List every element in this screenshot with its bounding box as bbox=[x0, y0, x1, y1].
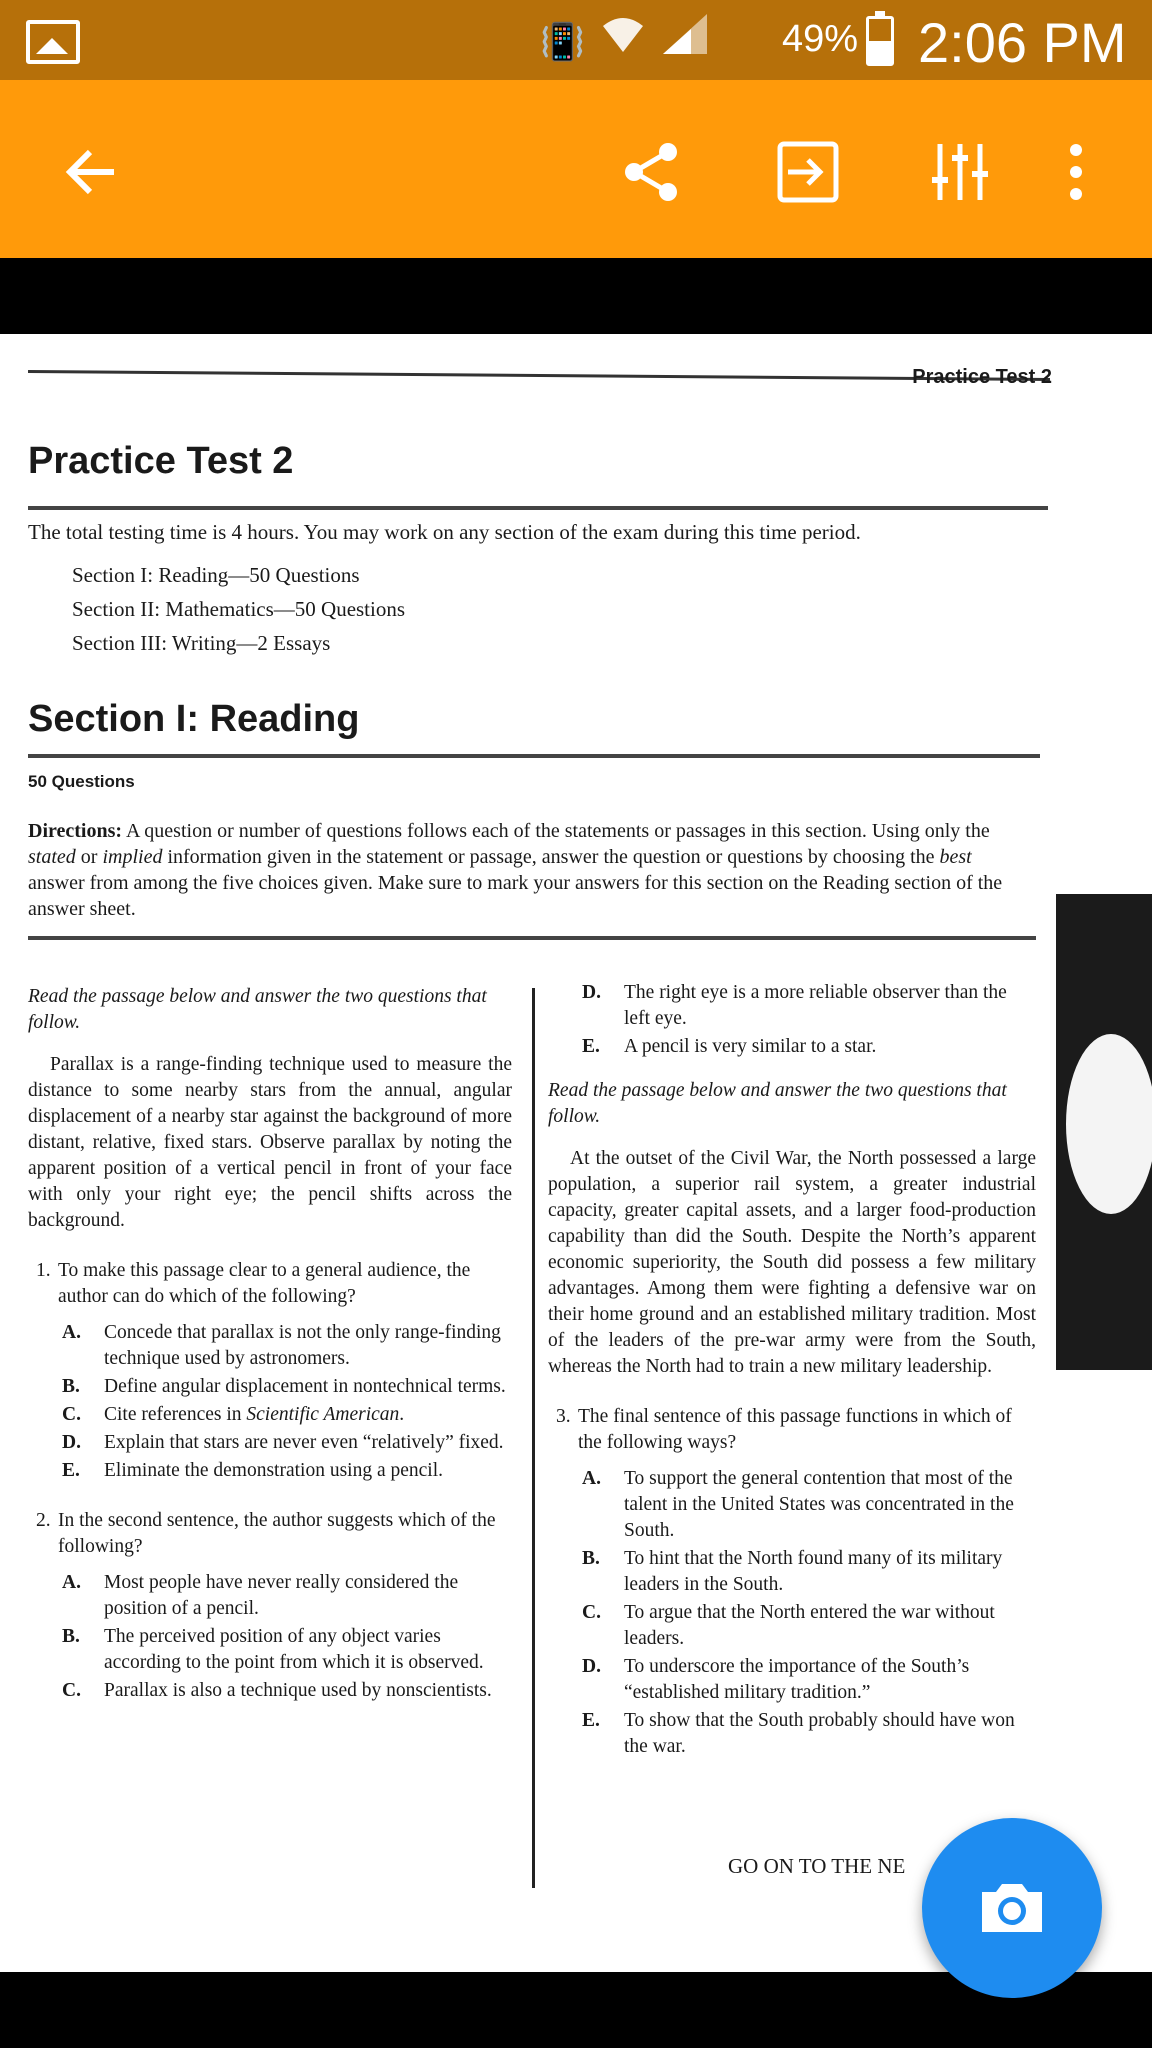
tune-icon[interactable] bbox=[912, 124, 1008, 220]
option-letter: B. bbox=[582, 1548, 600, 1569]
option-text: Parallax is also a technique used by nonscientists. bbox=[104, 1680, 492, 1701]
option-text: Most people have never really considered the position of a pencil. bbox=[104, 1572, 459, 1619]
running-head: Practice Test 2 bbox=[912, 366, 1052, 388]
answer-option bbox=[582, 980, 1036, 1032]
wifi-icon bbox=[601, 14, 645, 70]
right-column bbox=[548, 980, 1036, 1762]
clock: 2:06 PM bbox=[918, 11, 1127, 74]
option-text: To underscore the importance of the South’s “established military tradition.” bbox=[624, 1656, 970, 1703]
answer-option bbox=[62, 1570, 512, 1622]
answer-option bbox=[62, 1374, 512, 1400]
option-text: Concede that parallax is not the only range-finding technique used by astronomers. bbox=[104, 1322, 501, 1369]
answer-option bbox=[582, 1600, 1036, 1652]
section-item: Section I: Reading—50 Questions bbox=[72, 563, 360, 587]
battery-percent: 49% bbox=[782, 18, 859, 60]
option-text: Explain that stars are never even “relatively” fixed. bbox=[104, 1432, 504, 1453]
answer-options bbox=[28, 1570, 512, 1704]
option-text-italic: Scientific American bbox=[246, 1404, 400, 1425]
directions-emphasis: stated bbox=[28, 846, 76, 868]
question-number: 3. bbox=[556, 1406, 571, 1427]
option-letter: B. bbox=[62, 1376, 80, 1397]
passage-text: At the outset of the Civil War, the North possessed a large population, a superior rail system, a greater industrial capacity, greater capital assets, and a larger food-production capability than did the South. Despite the North’s apparent economic superiority, the South did possess a few military advantages. Among them were fighting a defensive war on their home ground and an established military tradition. Most of the leaders of the pre-war army were from the South, whereas the North had to train a new military leadership. bbox=[548, 1148, 1036, 1377]
document-page[interactable] bbox=[0, 334, 1152, 1972]
passage-prompt: Read the passage below and answer the two questions that follow. bbox=[28, 986, 487, 1033]
question-2 bbox=[28, 1508, 512, 1560]
answer-option bbox=[582, 1546, 1036, 1598]
question-count: 50 Questions bbox=[28, 772, 135, 791]
section-title: Section I: Reading bbox=[28, 698, 360, 740]
option-letter: D. bbox=[582, 982, 601, 1003]
option-letter: E. bbox=[582, 1036, 600, 1057]
option-letter: C. bbox=[62, 1404, 81, 1425]
document-top-margin bbox=[0, 258, 1152, 334]
passage-text: Parallax is a range-finding technique used to measure the distance to some nearby stars from the annual, angular displacement of a nearby star against the background of more distant, relative, fixed stars. Observe parallax by noting the apparent position of a vertical pencil in front of your face with only your right eye; the pencil shifts across the background. bbox=[28, 1054, 512, 1231]
camera-icon bbox=[976, 1878, 1048, 1938]
question-1 bbox=[28, 1258, 512, 1310]
answer-option bbox=[582, 1034, 1036, 1060]
directions-text: or bbox=[75, 846, 103, 868]
question-3 bbox=[548, 1404, 1036, 1456]
option-letter: A. bbox=[62, 1322, 81, 1343]
option-text: The right eye is a more reliable observer than the left eye. bbox=[624, 982, 1007, 1029]
app-bar bbox=[0, 80, 1152, 258]
option-letter: E. bbox=[582, 1710, 600, 1731]
question-text: To make this passage clear to a general audience, the author can do which of the following? bbox=[58, 1260, 471, 1307]
answer-option bbox=[62, 1402, 512, 1428]
option-letter: D. bbox=[62, 1432, 81, 1453]
camera-button[interactable] bbox=[922, 1818, 1102, 1998]
answer-option bbox=[62, 1678, 512, 1704]
option-text: Define angular displacement in nontechnical terms. bbox=[104, 1376, 506, 1397]
option-letter: C. bbox=[582, 1602, 601, 1623]
share-icon[interactable] bbox=[604, 124, 700, 220]
option-text: The perceived position of any object varies according to the point from which it is observed. bbox=[104, 1626, 484, 1673]
status-icons bbox=[540, 14, 709, 70]
directions-label: Directions: bbox=[28, 820, 123, 842]
question-number: 1. bbox=[36, 1260, 51, 1281]
scan-shadow bbox=[1056, 894, 1152, 1370]
section-item: Section III: Writing—2 Essays bbox=[72, 631, 331, 655]
column-divider bbox=[532, 988, 535, 1888]
answer-option bbox=[62, 1430, 512, 1456]
gallery-notification-icon bbox=[26, 20, 80, 64]
title-rule bbox=[28, 506, 1048, 510]
option-letter: E. bbox=[62, 1460, 80, 1481]
directions-text: answer from among the five choices given. Make sure to mark your answers for this section on the Reading section of the answer sheet. bbox=[28, 872, 1003, 920]
left-column bbox=[28, 984, 512, 1706]
option-text: To argue that the North entered the war without leaders. bbox=[624, 1602, 995, 1649]
option-letter: D. bbox=[582, 1656, 601, 1677]
option-letter: A. bbox=[62, 1572, 81, 1593]
section-item: Section II: Mathematics—50 Questions bbox=[72, 597, 406, 621]
option-letter: B. bbox=[62, 1626, 80, 1647]
section-rule bbox=[28, 754, 1040, 758]
answer-option bbox=[582, 1466, 1036, 1544]
more-icon[interactable] bbox=[1028, 124, 1124, 220]
answer-options bbox=[28, 1320, 512, 1484]
passage-prompt: Read the passage below and answer the two questions that follow. bbox=[548, 1080, 1007, 1127]
directions-rule bbox=[28, 936, 1036, 940]
answer-option bbox=[582, 1654, 1036, 1706]
directions-text: information given in the statement or passage, answer the question or questions by choosing the bbox=[162, 846, 940, 868]
status-bar bbox=[0, 0, 1152, 80]
vibrate-mute-icon: 📳 bbox=[540, 21, 585, 62]
answer-option bbox=[62, 1320, 512, 1372]
option-letter: C. bbox=[62, 1680, 81, 1701]
export-icon[interactable] bbox=[760, 124, 856, 220]
go-on-text: GO ON TO THE NE bbox=[728, 1854, 906, 1878]
option-text: To support the general contention that most of the talent in the United States was concentrated in the South. bbox=[624, 1468, 1014, 1541]
option-text: To hint that the North found many of its military leaders in the South. bbox=[624, 1548, 1003, 1595]
option-text: To show that the South probably should have won the war. bbox=[624, 1710, 1015, 1757]
answer-options bbox=[548, 980, 1036, 1060]
answer-option bbox=[62, 1624, 512, 1676]
directions-emphasis: implied bbox=[102, 846, 163, 868]
signal-icon bbox=[661, 12, 709, 72]
option-letter: A. bbox=[582, 1468, 601, 1489]
question-text: The final sentence of this passage functions in which of the following ways? bbox=[578, 1406, 1012, 1453]
header-rule bbox=[28, 370, 1050, 381]
option-text-part: Cite references in bbox=[104, 1404, 247, 1425]
directions-text: A question or number of questions follows each of the statements or passages in this section. Using only the bbox=[122, 820, 990, 842]
back-icon[interactable] bbox=[44, 124, 140, 220]
intro-text: The total testing time is 4 hours. You may work on any section of the exam during this time period. bbox=[28, 520, 861, 544]
section-list bbox=[72, 558, 405, 660]
option-text: Eliminate the demonstration using a pencil. bbox=[104, 1460, 444, 1481]
page-title: Practice Test 2 bbox=[28, 440, 294, 482]
option-text-part: . bbox=[399, 1404, 405, 1425]
option-text: A pencil is very similar to a star. bbox=[624, 1036, 877, 1057]
directions bbox=[28, 818, 1028, 922]
answer-option bbox=[62, 1458, 512, 1484]
option-text bbox=[104, 1402, 404, 1428]
answer-option bbox=[582, 1708, 1036, 1760]
battery-icon bbox=[866, 16, 894, 66]
answer-options bbox=[548, 1466, 1036, 1760]
question-number: 2. bbox=[36, 1510, 51, 1531]
question-text: In the second sentence, the author suggests which of the following? bbox=[58, 1510, 496, 1557]
directions-emphasis: best bbox=[939, 846, 972, 868]
